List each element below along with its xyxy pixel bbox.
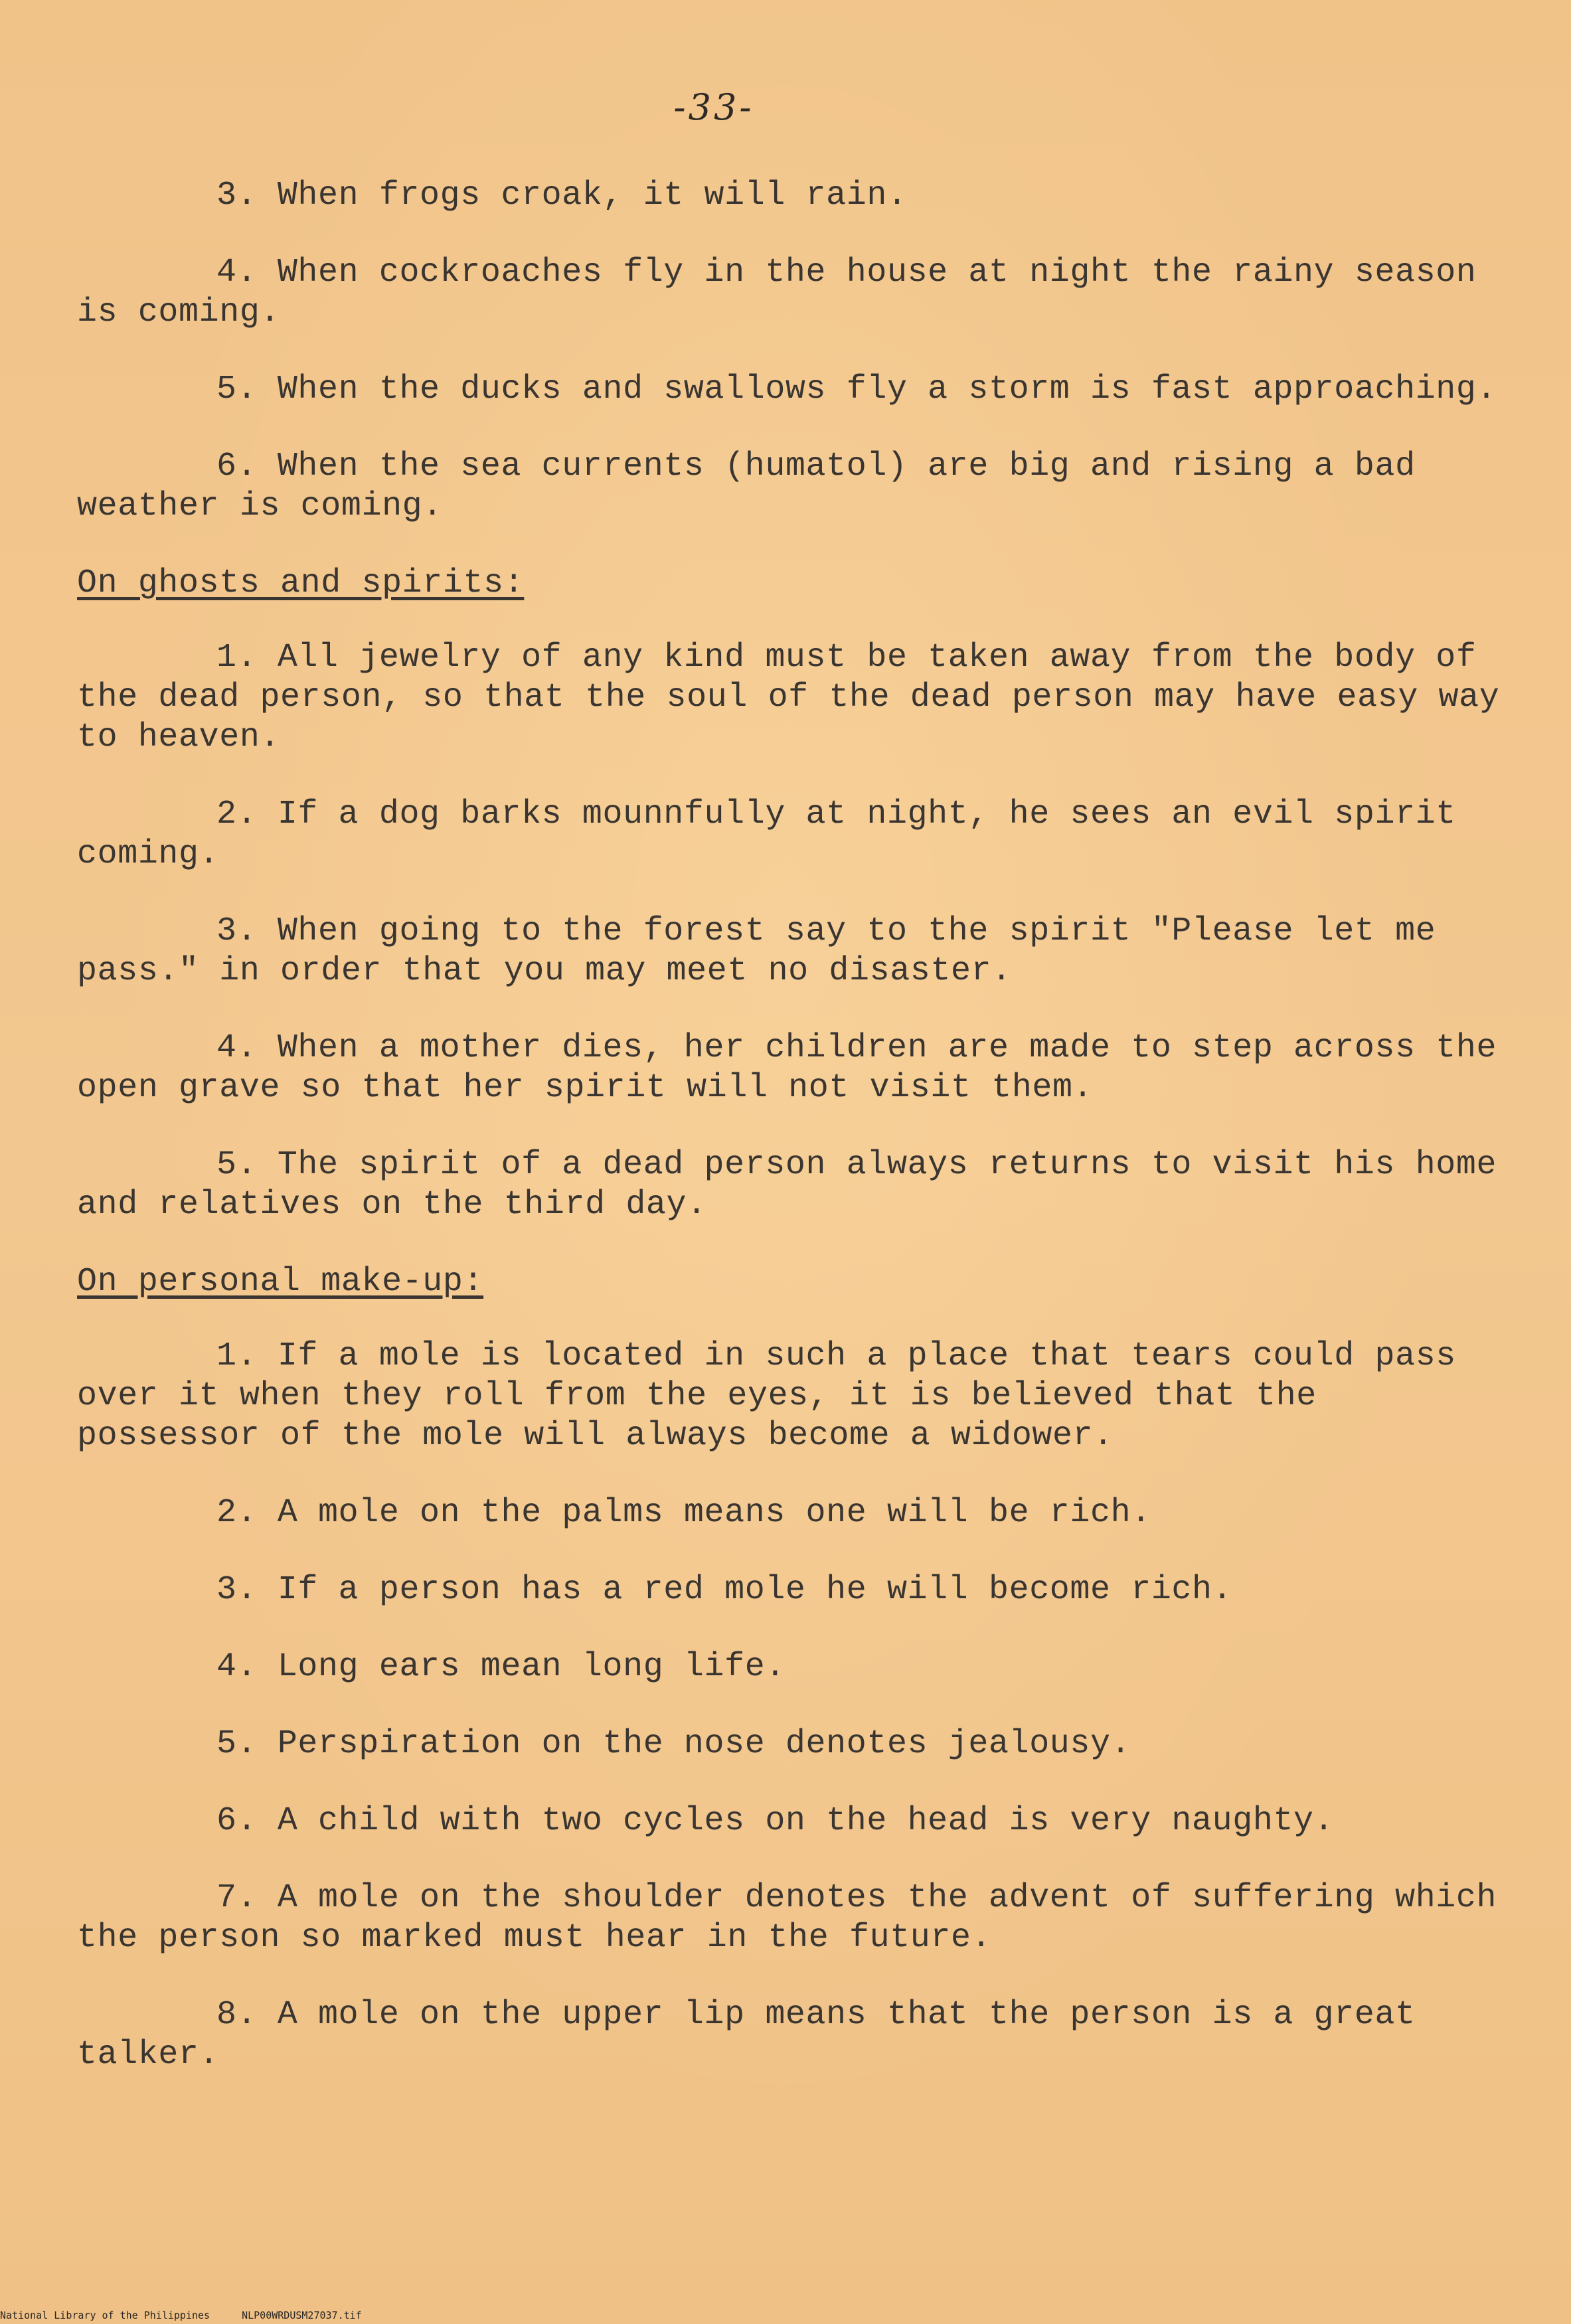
scan-footer bbox=[0, 2309, 394, 2321]
ghosts-section bbox=[77, 564, 1505, 1225]
ghosts-item-1: 1. All jewelry of any kind must be taken away from the body of the dead person, so that the soul of the dead person may have easy way to heaven. bbox=[77, 639, 1500, 756]
personal-item-1: 1. If a mole is located in such a place that tears could pass over it when they roll from the eyes, it is believed that the possessor of the mole will always become a widower. bbox=[77, 1337, 1456, 1455]
personal-section bbox=[77, 1262, 1505, 2075]
weather-item-5: 5. When the ducks and swallows fly a storm is fast approaching. bbox=[216, 371, 1497, 408]
weather-item-3: 3. When frogs croak, it will rain. bbox=[216, 177, 908, 214]
personal-item-3: 3. If a person has a red mole he will become rich. bbox=[216, 1571, 1233, 1609]
document-body bbox=[77, 176, 1505, 2075]
ghosts-item-3: 3. When going to the forest say to the spirit "Please let me pass." in order that you may meet no disaster. bbox=[77, 912, 1436, 990]
weather-item-6: 6. When the sea currents (humatol) are big and rising a bad weather is coming. bbox=[77, 448, 1416, 525]
footer-file: NLP00WRDUSM27037.tif bbox=[242, 2309, 362, 2321]
ghosts-item-4: 4. When a mother dies, her children are made to step across the open grave so that her spirit will not visit them. bbox=[77, 1029, 1497, 1107]
personal-item-5: 5. Perspiration on the nose denotes jealousy. bbox=[216, 1725, 1131, 1763]
personal-item-6: 6. A child with two cycles on the head is very naughty. bbox=[216, 1802, 1335, 1840]
personal-item-4: 4. Long ears mean long life. bbox=[216, 1648, 786, 1686]
weather-item-4: 4. When cockroaches fly in the house at night the rainy season is coming. bbox=[77, 254, 1477, 331]
ghosts-item-2: 2. If a dog barks mounnfully at night, he sees an evil spirit coming. bbox=[77, 795, 1456, 873]
page-number: -33- bbox=[673, 86, 754, 128]
personal-item-7: 7. A mole on the shoulder denotes the advent of suffering which the person so marked must hear in the future. bbox=[77, 1879, 1497, 1957]
personal-item-8: 8. A mole on the upper lip means that the person is a great talker. bbox=[77, 1996, 1416, 2074]
ghosts-heading: On ghosts and spirits: bbox=[77, 564, 525, 602]
ghosts-item-5: 5. The spirit of a dead person always returns to visit his home and relatives on the third day. bbox=[77, 1146, 1497, 1224]
footer-library: National Library of the Philippines bbox=[0, 2309, 210, 2321]
weather-list bbox=[77, 176, 1505, 527]
personal-heading: On personal make-up: bbox=[77, 1263, 484, 1301]
personal-item-2: 2. A mole on the palms means one will be rich. bbox=[216, 1494, 1151, 1532]
